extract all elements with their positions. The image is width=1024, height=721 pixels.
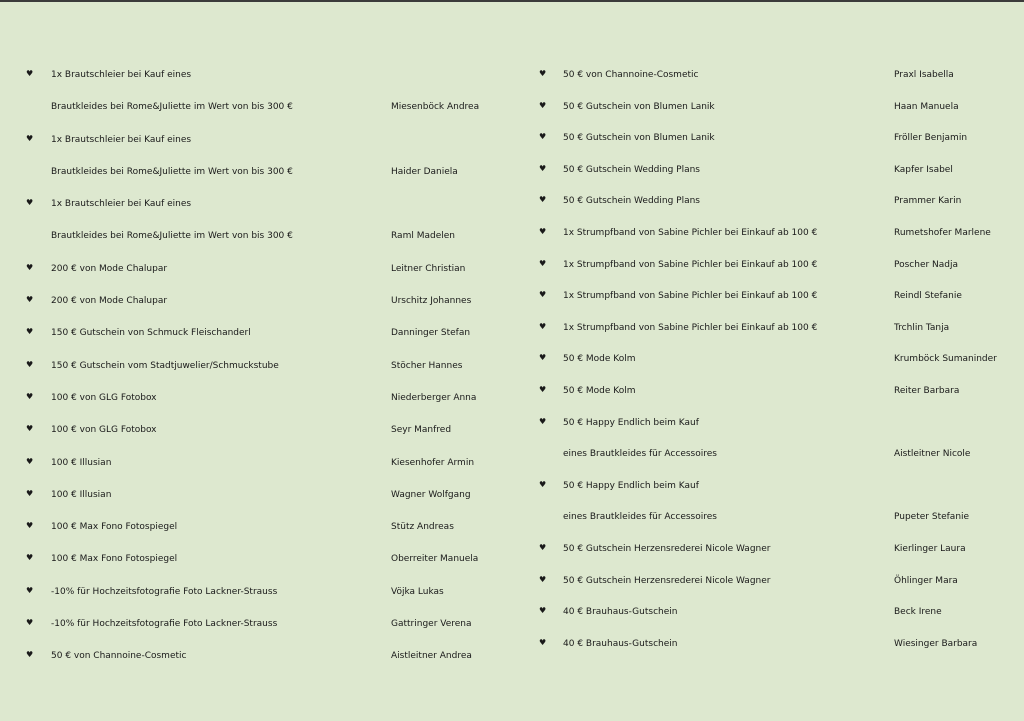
prize-description: 50 € Gutschein Herzensrederei Nicole Wagner [563, 575, 771, 586]
prize-description: 150 € Gutschein vom Stadtjuwelier/Schmuckstube [51, 360, 279, 371]
prize-description: 100 € Max Fono Fotospiegel [51, 522, 178, 533]
heart-bullet-icon: ♥ [539, 353, 547, 363]
prize-row [512, 157, 1024, 189]
prize-row [512, 62, 1024, 94]
heart-bullet-icon: ♥ [539, 69, 547, 78]
winner-name: Urschitz Johannes [391, 296, 472, 307]
winner-name: Wagner Wolfgang [391, 489, 471, 500]
prize-description: 1x Strumpfband von Sabine Pichler bei Einkauf ab 100 € [563, 322, 818, 333]
prize-row [0, 546, 512, 578]
winner-name: Beck Irene [894, 607, 942, 618]
prize-description: 40 € Brauhaus-Gutschein [563, 607, 678, 618]
winner-name: Kapfer Isabel [894, 164, 953, 175]
prize-description: 1x Strumpfband von Sabine Pichler bei Einkauf ab 100 € [563, 259, 818, 270]
winner-name: Aistleitner Nicole [894, 449, 971, 460]
prize-row [0, 94, 512, 126]
prize-description: 50 € Gutschein Herzensrederei Nicole Wagner [563, 543, 771, 554]
heart-bullet-icon: ♥ [539, 132, 547, 142]
winner-name: Kierlinger Laura [894, 543, 966, 554]
prize-row [0, 159, 512, 191]
prize-row [512, 631, 1024, 663]
prize-description: eines Brautkleides für Accessoires [563, 449, 717, 460]
winner-name: Krumböck Sumaninder [894, 354, 997, 365]
heart-bullet-icon: ♥ [26, 456, 34, 466]
prize-row [512, 536, 1024, 568]
heart-bullet-icon: ♥ [26, 327, 34, 337]
prize-description: 50 € Mode Kolm [563, 385, 636, 396]
prize-description: 40 € Brauhaus-Gutschein [563, 638, 678, 649]
heart-bullet-icon: ♥ [26, 391, 34, 401]
heart-bullet-icon: ♥ [539, 384, 547, 394]
prize-row [0, 417, 512, 449]
winner-name: Niederberger Anna [391, 392, 477, 403]
prize-description: 50 € Mode Kolm [563, 354, 636, 365]
prize-description: 100 € Illusian [51, 457, 112, 468]
prize-row [512, 346, 1024, 378]
winner-name: Oberreiter Manuela [391, 554, 479, 565]
prize-description: 100 € von GLG Fotobox [51, 392, 157, 403]
prize-row [512, 220, 1024, 252]
winner-name: Reiter Barbara [894, 385, 960, 396]
winner-name: Poscher Nadja [894, 259, 959, 270]
prize-description: 1x Strumpfband von Sabine Pichler bei Einkauf ab 100 € [563, 291, 818, 302]
winner-name: Gattringer Verena [391, 619, 472, 630]
winner-name: Kiesenhofer Armin [391, 457, 475, 468]
winner-name: Stütz Andreas [391, 522, 454, 533]
prize-description: 1x Brautschleier bei Kauf eines [51, 199, 192, 210]
prize-row [0, 611, 512, 643]
prize-row [0, 256, 512, 288]
winner-name: Miesenböck Andrea [391, 102, 480, 113]
winner-name: Seyr Manfred [391, 425, 452, 436]
heart-bullet-icon: ♥ [539, 321, 547, 331]
winner-name: Pupeter Stefanie [894, 512, 970, 523]
prize-row [512, 188, 1024, 220]
heart-bullet-icon: ♥ [26, 424, 34, 434]
winner-name: Wiesinger Barbara [894, 638, 978, 649]
prize-description: 200 € von Mode Chalupar [51, 263, 168, 274]
heart-bullet-icon: ♥ [539, 479, 547, 489]
winner-name: Aistleitner Andrea [391, 651, 472, 662]
winner-name: Danninger Stefan [391, 328, 471, 339]
winner-name: Haan Manuela [894, 101, 959, 112]
prize-row [0, 223, 512, 255]
prize-row [512, 283, 1024, 315]
prize-row [512, 315, 1024, 347]
prize-row [0, 579, 512, 611]
prize-list-left [0, 62, 512, 676]
prize-row [512, 599, 1024, 631]
heart-bullet-icon: ♥ [26, 262, 34, 272]
heart-bullet-icon: ♥ [26, 488, 34, 498]
prize-description: 50 € von Channoine-Cosmetic [563, 70, 699, 80]
winner-name: Trchlin Tanja [894, 322, 950, 333]
prize-description: -10% für Hochzeitsfotografie Foto Lackner-Strauss [51, 586, 278, 597]
prize-description: 50 € von Channoine-Cosmetic [51, 651, 187, 662]
heart-bullet-icon: ♥ [26, 133, 34, 143]
prize-description: 100 € Illusian [51, 489, 112, 500]
winner-name: Rumetshofer Marlene [894, 227, 991, 238]
prize-description: 100 € von GLG Fotobox [51, 425, 157, 436]
prize-description: 150 € Gutschein von Schmuck Fleischanderl [51, 328, 251, 339]
prize-description: 50 € Happy Endlich beim Kauf [563, 480, 699, 491]
winner-name: Raml Madelen [391, 231, 455, 242]
prize-description: 50 € Gutschein von Blumen Lanik [563, 101, 715, 112]
winner-name: Leitner Christian [391, 263, 466, 274]
prize-row [512, 504, 1024, 536]
winner-name: Praxl Isabella [894, 70, 954, 80]
heart-bullet-icon: ♥ [26, 198, 34, 208]
heart-bullet-icon: ♥ [26, 521, 34, 531]
winner-name: Reindl Stefanie [894, 291, 962, 302]
heart-bullet-icon: ♥ [539, 637, 547, 647]
prize-row [0, 643, 512, 675]
prize-row [512, 94, 1024, 126]
heart-bullet-icon: ♥ [539, 195, 547, 205]
heart-bullet-icon: ♥ [26, 359, 34, 369]
winner-name: Stöcher Hannes [391, 360, 463, 371]
prize-row [0, 62, 512, 94]
prize-row [512, 568, 1024, 600]
prize-row [512, 410, 1024, 442]
prize-description: 50 € Gutschein von Blumen Lanik [563, 133, 715, 144]
heart-bullet-icon: ♥ [539, 226, 547, 236]
prize-row [0, 482, 512, 514]
heart-bullet-icon: ♥ [539, 100, 547, 110]
prize-description: 1x Brautschleier bei Kauf eines [51, 70, 192, 80]
prize-description: eines Brautkleides für Accessoires [563, 512, 717, 523]
prize-description: Brautkleides bei Rome&Juliette im Wert von bis 300 € [51, 102, 293, 113]
heart-bullet-icon: ♥ [539, 416, 547, 426]
prize-row [0, 450, 512, 482]
top-border-line [0, 0, 1024, 2]
winner-name: Fröller Benjamin [894, 133, 968, 144]
prize-row [0, 385, 512, 417]
prize-description: 200 € von Mode Chalupar [51, 296, 168, 307]
heart-bullet-icon: ♥ [539, 542, 547, 552]
heart-bullet-icon: ♥ [26, 585, 34, 595]
heart-bullet-icon: ♥ [26, 295, 34, 305]
prize-description: 1x Brautschleier bei Kauf eines [51, 134, 192, 145]
prize-description: 1x Strumpfband von Sabine Pichler bei Einkauf ab 100 € [563, 227, 818, 238]
heart-bullet-icon: ♥ [539, 574, 547, 584]
prize-description: 50 € Gutschein Wedding Plans [563, 196, 700, 207]
prize-description: 50 € Happy Endlich beim Kauf [563, 417, 699, 428]
prize-row [0, 514, 512, 546]
prize-description: Brautkleides bei Rome&Juliette im Wert von bis 300 € [51, 231, 293, 242]
prize-description: 50 € Gutschein Wedding Plans [563, 164, 700, 175]
prize-description: 100 € Max Fono Fotospiegel [51, 554, 178, 565]
winner-name: Öhlinger Mara [894, 575, 958, 586]
prize-description: Brautkleides bei Rome&Juliette im Wert von bis 300 € [51, 166, 293, 177]
prize-row [512, 441, 1024, 473]
heart-bullet-icon: ♥ [26, 69, 34, 78]
heart-bullet-icon: ♥ [26, 650, 34, 660]
heart-bullet-icon: ♥ [539, 290, 547, 300]
prize-row [0, 320, 512, 352]
prize-row [0, 353, 512, 385]
prize-row [512, 125, 1024, 157]
heart-bullet-icon: ♥ [26, 553, 34, 563]
prize-row [0, 288, 512, 320]
heart-bullet-icon: ♥ [539, 163, 547, 173]
winner-name: Haider Daniela [391, 166, 458, 177]
heart-bullet-icon: ♥ [539, 258, 547, 268]
prize-list-right [512, 62, 1024, 662]
prize-row [0, 191, 512, 223]
prize-row [0, 127, 512, 159]
winner-name: Prammer Karin [894, 196, 962, 207]
prize-row [512, 473, 1024, 505]
prize-row [512, 378, 1024, 410]
prize-row [512, 252, 1024, 284]
heart-bullet-icon: ♥ [539, 606, 547, 616]
heart-bullet-icon: ♥ [26, 618, 34, 628]
prize-description: -10% für Hochzeitsfotografie Foto Lackner-Strauss [51, 619, 278, 630]
winner-name: Vöjka Lukas [391, 586, 444, 597]
